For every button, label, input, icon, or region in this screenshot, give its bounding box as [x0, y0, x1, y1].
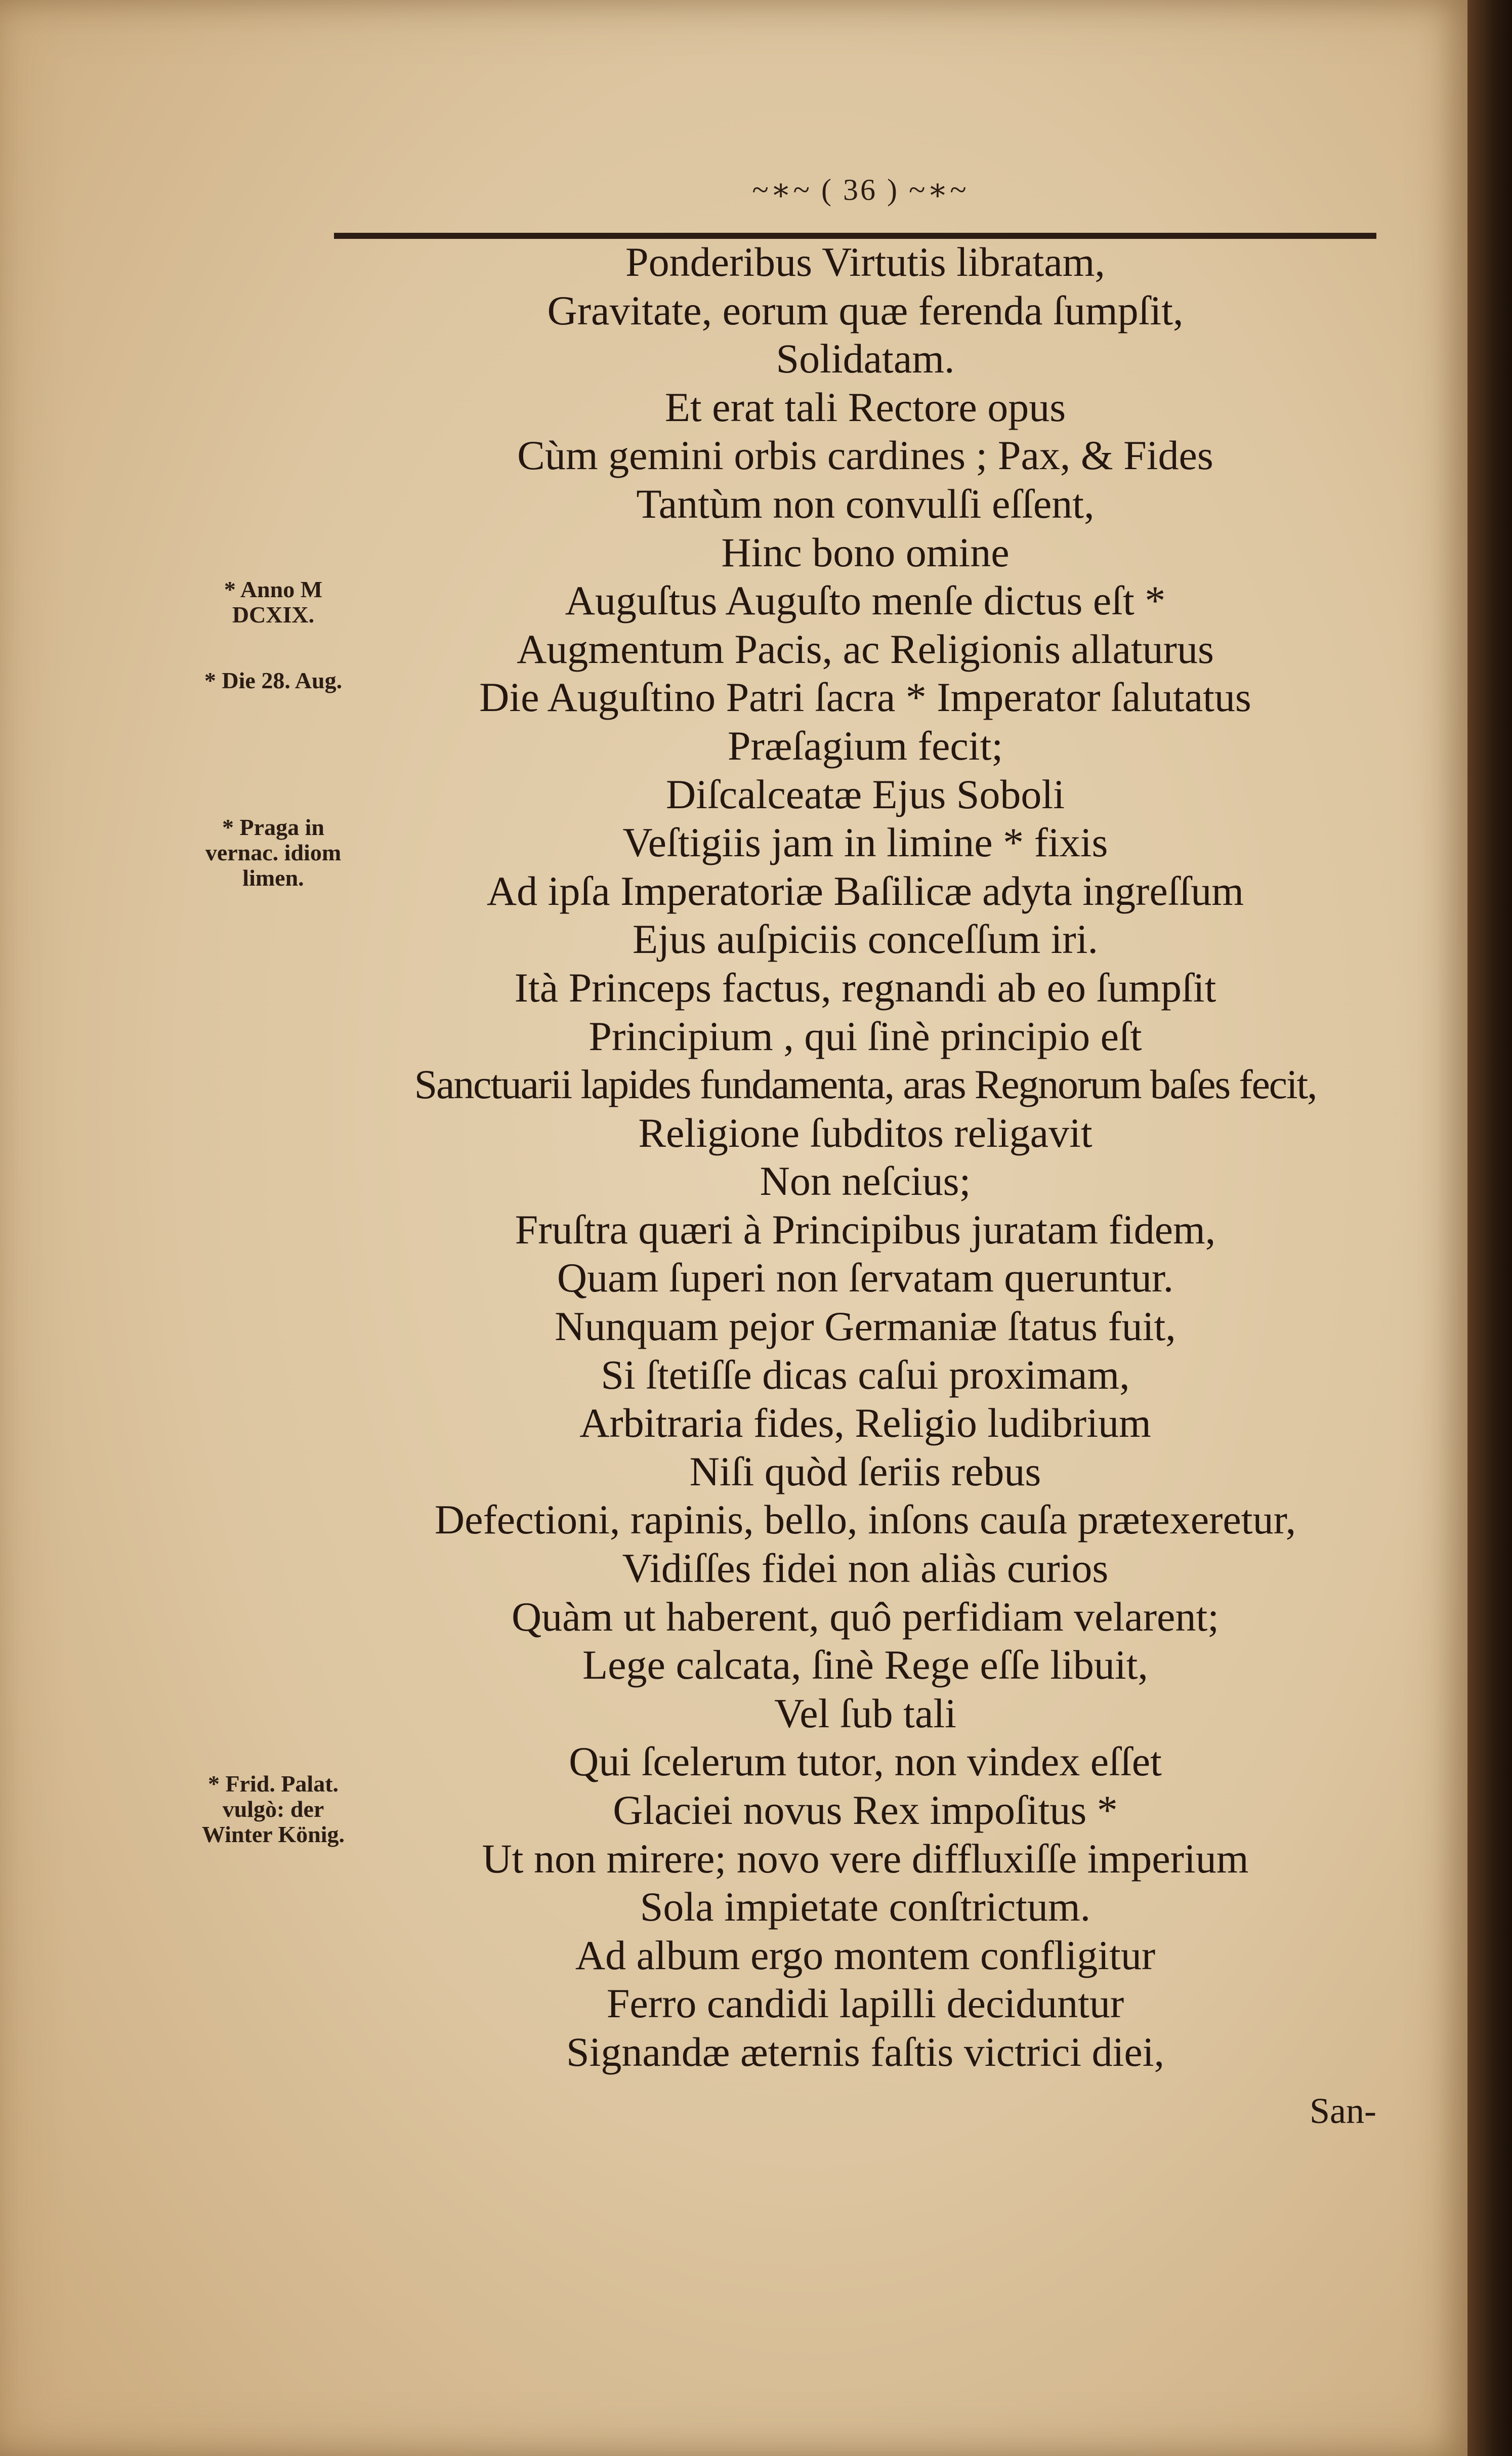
catchword: San- [1310, 2091, 1376, 2131]
text-line: Gravitate, eorum quæ ferenda ſumpſit, [547, 287, 1184, 334]
margin-note-anno: * Anno M DCXIX. [224, 576, 323, 628]
text-line: Ad ipſa Imperatoriæ Baſilicæ adyta ingreſſum [486, 867, 1244, 914]
text-line: Hinc bono omine [721, 529, 1010, 575]
text-line: Niſi quòd ſeriis rebus [689, 1448, 1041, 1494]
text-line: Glaciei novus Rex impoſitus * [613, 1787, 1118, 1833]
text-line: Arbitraria fides, Religio ludibrium [579, 1400, 1151, 1446]
text-line: Fruſtra quæri à Principibus juratam fidem, [515, 1206, 1216, 1253]
text-line: Auguſtus Auguſto menſe dictus eſt * [565, 577, 1166, 624]
text-line: Ità Princeps factus, regnandi ab eo ſumpſit [514, 964, 1216, 1011]
margin-note-praga: * Praga in vernac. idiom limen. [205, 814, 342, 891]
text-line: Ejus auſpiciis conceſſum iri. [632, 916, 1099, 963]
text-line: Tantùm non convulſi eſſent, [636, 480, 1095, 527]
text-line: Non neſcius; [760, 1158, 971, 1204]
page-edge [1467, 0, 1512, 2456]
text-line: Vel ſub tali [774, 1690, 956, 1736]
text-line: Et erat tali Rectore opus [664, 384, 1066, 430]
text-line: Sanctuarii lapides fundamenta, aras Regnorum baſes fecit, [414, 1061, 1317, 1108]
text-line: Si ſtetiſſe dicas caſui proximam, [601, 1351, 1130, 1398]
text-line: Qui ſcelerum tutor, non vindex eſſet [569, 1738, 1162, 1785]
text-line: Præſagium fecit; [727, 722, 1003, 769]
text-line: Defectioni, rapinis, bello, inſons cauſa prætexeretur, [434, 1496, 1296, 1543]
main-text [334, 238, 1397, 2076]
text-line: Solidatam. [776, 336, 955, 382]
text-line: Nunquam pejor Germaniæ ſtatus fuit, [555, 1303, 1176, 1350]
margin-note-frid: * Frid. Palat. vulgò: der Winter König. [202, 1771, 345, 1847]
text-line: Signandæ æternis faſtis victrici diei, [566, 2028, 1164, 2075]
text-line: Ad album ergo montem confligitur [575, 1932, 1156, 1978]
text-line: Ponderibus Virtutis libratam, [625, 239, 1105, 285]
page-header: ~∗~ ( 36 ) ~∗~ [752, 173, 969, 206]
text-line: Principium , qui ſinè principio eſt [589, 1013, 1142, 1059]
text-line: Ferro candidi lapilli deciduntur [606, 1980, 1124, 2027]
text-line: Lege calcata, ſinè Rege eſſe libuit, [582, 1642, 1148, 1688]
text-line: Die Auguſtino Patri ſacra * Imperator ſalutatus [479, 674, 1251, 721]
text-line: Veſtigiis jam in limine * fixis [622, 819, 1108, 866]
text-line: Augmentum Pacis, ac Religionis allaturus [517, 626, 1214, 672]
text-line: Vidiſſes fidei non aliàs curios [622, 1545, 1109, 1592]
text-line: Diſcalceatæ Ejus Soboli [666, 771, 1065, 817]
margin-note-die: * Die 28. Aug. [204, 668, 343, 693]
text-line: Cùm gemini orbis cardines ; Pax, & Fides [517, 432, 1213, 479]
text-line: Religione ſubditos religavit [638, 1109, 1093, 1156]
text-line: Quàm ut haberent, quô perfidiam velarent; [511, 1593, 1220, 1640]
text-line: Quam ſuperi non ſervatam queruntur. [557, 1255, 1174, 1301]
text-line: Ut non mirere; novo vere diffluxiſſe imperium [482, 1835, 1249, 1882]
text-line: Sola impietate conſtrictum. [640, 1884, 1091, 1930]
